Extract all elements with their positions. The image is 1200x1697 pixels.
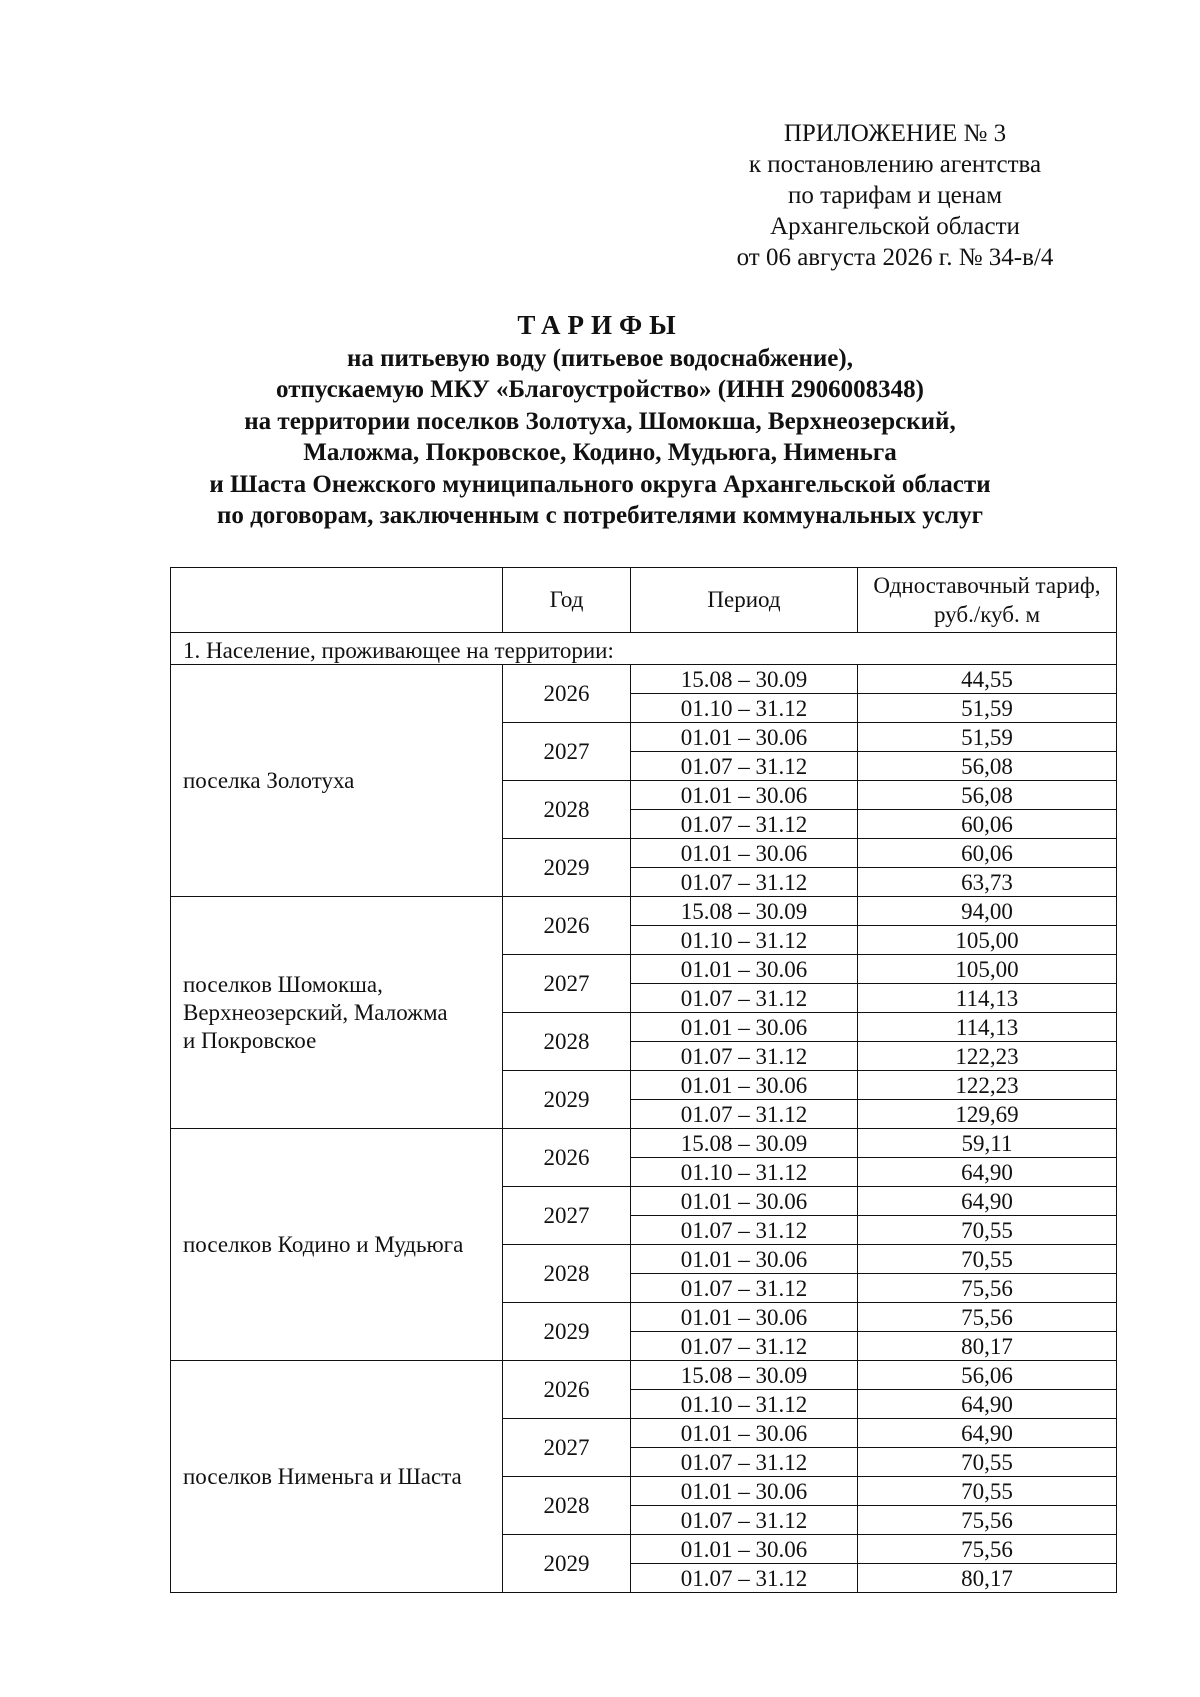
tariff-value-cell: 80,17 [858, 1564, 1117, 1593]
tariff-value-cell: 56,08 [858, 781, 1117, 810]
year-cell: 2027 [503, 955, 631, 1013]
tariff-value-cell: 70,55 [858, 1216, 1117, 1245]
appendix-line: Архангельской области [770, 213, 1020, 240]
title-line: по договорам, заключенным с потребителями коммунальных услуг [216, 502, 984, 529]
title-line: и Шаста Онежского муниципального округа Архангельской области [209, 470, 991, 498]
period-cell: 01.07 – 31.12 [631, 1216, 858, 1245]
section-row [171, 633, 1117, 665]
table-row [171, 1129, 1117, 1158]
period-cell: 15.08 – 30.09 [631, 1129, 858, 1158]
period-cell: 01.07 – 31.12 [631, 752, 858, 781]
year-cell: 2026 [503, 1129, 631, 1187]
period-cell: 01.07 – 31.12 [631, 1274, 858, 1303]
table-row [171, 1361, 1117, 1390]
period-cell: 01.01 – 30.06 [631, 1535, 858, 1564]
period-cell: 01.01 – 30.06 [631, 723, 858, 752]
period-cell: 01.07 – 31.12 [631, 1564, 858, 1593]
place-line: поселков Кодино и Мудьюга [183, 1231, 464, 1257]
period-cell: 01.10 – 31.12 [631, 1158, 858, 1187]
tariff-value-cell: 60,06 [858, 810, 1117, 839]
year-cell: 2026 [503, 897, 631, 955]
period-cell: 01.01 – 30.06 [631, 1303, 858, 1332]
place-line: Верхнеозерский, Маложма [183, 999, 448, 1025]
period-cell: 01.01 – 30.06 [631, 1071, 858, 1100]
tariff-value-cell: 75,56 [858, 1506, 1117, 1535]
year-cell: 2028 [503, 1245, 631, 1303]
place-cell [171, 1129, 503, 1361]
header-tariff-line: Одноставочный тариф, [873, 573, 1101, 598]
tariff-value-cell: 75,56 [858, 1303, 1117, 1332]
period-cell: 15.08 – 30.09 [631, 665, 858, 694]
tariff-value-cell: 63,73 [858, 868, 1117, 897]
tariff-value-cell: 105,00 [858, 926, 1117, 955]
table-header-row [171, 568, 1117, 633]
tariff-value-cell: 56,06 [858, 1361, 1117, 1390]
period-cell: 15.08 – 30.09 [631, 897, 858, 926]
tariff-value-cell: 70,55 [858, 1245, 1117, 1274]
document-title [100, 310, 1100, 532]
header-year: Год [503, 568, 631, 633]
year-cell: 2029 [503, 839, 631, 897]
title-line: отпускаемую МКУ «Благоустройство» (ИНН 2906008348) [276, 376, 924, 403]
period-cell: 01.07 – 31.12 [631, 1332, 858, 1361]
tariff-value-cell: 105,00 [858, 955, 1117, 984]
place-cell [171, 1361, 503, 1593]
header-tariff [858, 568, 1117, 633]
period-cell: 01.01 – 30.06 [631, 1477, 858, 1506]
title-line: на территории поселков Золотуха, Шомокша, Верхнеозерский, [244, 407, 956, 435]
period-cell: 01.01 – 30.06 [631, 839, 858, 868]
year-cell: 2027 [503, 1187, 631, 1245]
table-row [171, 665, 1117, 694]
tariff-value-cell: 94,00 [858, 897, 1117, 926]
tariff-value-cell: 70,55 [858, 1448, 1117, 1477]
place-line: поселков Шомокша, [183, 971, 383, 997]
period-cell: 01.01 – 30.06 [631, 781, 858, 810]
tariff-value-cell: 114,13 [858, 1013, 1117, 1042]
period-cell: 01.10 – 31.12 [631, 1390, 858, 1419]
period-cell: 01.07 – 31.12 [631, 1042, 858, 1071]
period-cell: 01.01 – 30.06 [631, 1187, 858, 1216]
tariff-value-cell: 122,23 [858, 1042, 1117, 1071]
tariff-value-cell: 59,11 [858, 1129, 1117, 1158]
tariff-value-cell: 70,55 [858, 1477, 1117, 1506]
period-cell: 15.08 – 30.09 [631, 1361, 858, 1390]
tariff-value-cell: 51,59 [858, 723, 1117, 752]
section-label: 1. Население, проживающее на территории: [171, 633, 1117, 665]
period-cell: 01.07 – 31.12 [631, 984, 858, 1013]
tariff-table [170, 567, 1117, 1593]
tariff-value-cell: 64,90 [858, 1187, 1117, 1216]
header-place [171, 568, 503, 633]
place-cell [171, 897, 503, 1129]
year-cell: 2028 [503, 781, 631, 839]
year-cell: 2028 [503, 1477, 631, 1535]
period-cell: 01.01 – 30.06 [631, 1245, 858, 1274]
appendix-line: ПРИЛОЖЕНИЕ № 3 [783, 120, 1007, 147]
period-cell: 01.01 – 30.06 [631, 1013, 858, 1042]
period-cell: 01.10 – 31.12 [631, 694, 858, 723]
tariff-value-cell: 60,06 [858, 839, 1117, 868]
tariff-value-cell: 114,13 [858, 984, 1117, 1013]
place-line: поселка Золотуха [183, 767, 355, 793]
tariff-value-cell: 129,69 [858, 1100, 1117, 1129]
year-cell: 2026 [503, 1361, 631, 1419]
table-body [171, 633, 1117, 1593]
tariff-value-cell: 51,59 [858, 694, 1117, 723]
tariff-value-cell: 75,56 [858, 1535, 1117, 1564]
title-line: Маложма, Покровское, Кодино, Мудьюга, Нименьга [303, 439, 897, 466]
place-line: и Покровское [183, 1027, 317, 1053]
title-line: на питьевую воду (питьевое водоснабжение), [347, 344, 853, 372]
header-period: Период [631, 568, 858, 633]
appendix-line: по тарифам и ценам [787, 182, 1003, 209]
year-cell: 2029 [503, 1303, 631, 1361]
tariff-value-cell: 64,90 [858, 1390, 1117, 1419]
period-cell: 01.07 – 31.12 [631, 1506, 858, 1535]
period-cell: 01.07 – 31.12 [631, 868, 858, 897]
period-cell: 01.07 – 31.12 [631, 1448, 858, 1477]
period-cell: 01.07 – 31.12 [631, 1100, 858, 1129]
table-row [171, 897, 1117, 926]
year-cell: 2028 [503, 1013, 631, 1071]
title-main: ТАРИФЫ [517, 310, 683, 340]
year-cell: 2026 [503, 665, 631, 723]
appendix-line: от 06 августа 2026 г. № 34-в/4 [736, 244, 1054, 271]
period-cell: 01.01 – 30.06 [631, 1419, 858, 1448]
header-tariff-unit: руб./куб. м [933, 602, 1041, 627]
tariff-value-cell: 56,08 [858, 752, 1117, 781]
place-cell [171, 665, 503, 897]
appendix-header [700, 118, 1090, 273]
tariff-value-cell: 122,23 [858, 1071, 1117, 1100]
tariff-value-cell: 44,55 [858, 665, 1117, 694]
tariff-value-cell: 64,90 [858, 1419, 1117, 1448]
place-line: поселков Нименьга и Шаста [183, 1463, 462, 1489]
period-cell: 01.10 – 31.12 [631, 926, 858, 955]
appendix-line: к постановлению агентства [748, 151, 1042, 178]
period-cell: 01.01 – 30.06 [631, 955, 858, 984]
year-cell: 2027 [503, 723, 631, 781]
year-cell: 2029 [503, 1535, 631, 1593]
year-cell: 2029 [503, 1071, 631, 1129]
tariff-value-cell: 64,90 [858, 1158, 1117, 1187]
tariff-value-cell: 80,17 [858, 1332, 1117, 1361]
tariff-value-cell: 75,56 [858, 1274, 1117, 1303]
period-cell: 01.07 – 31.12 [631, 810, 858, 839]
year-cell: 2027 [503, 1419, 631, 1477]
